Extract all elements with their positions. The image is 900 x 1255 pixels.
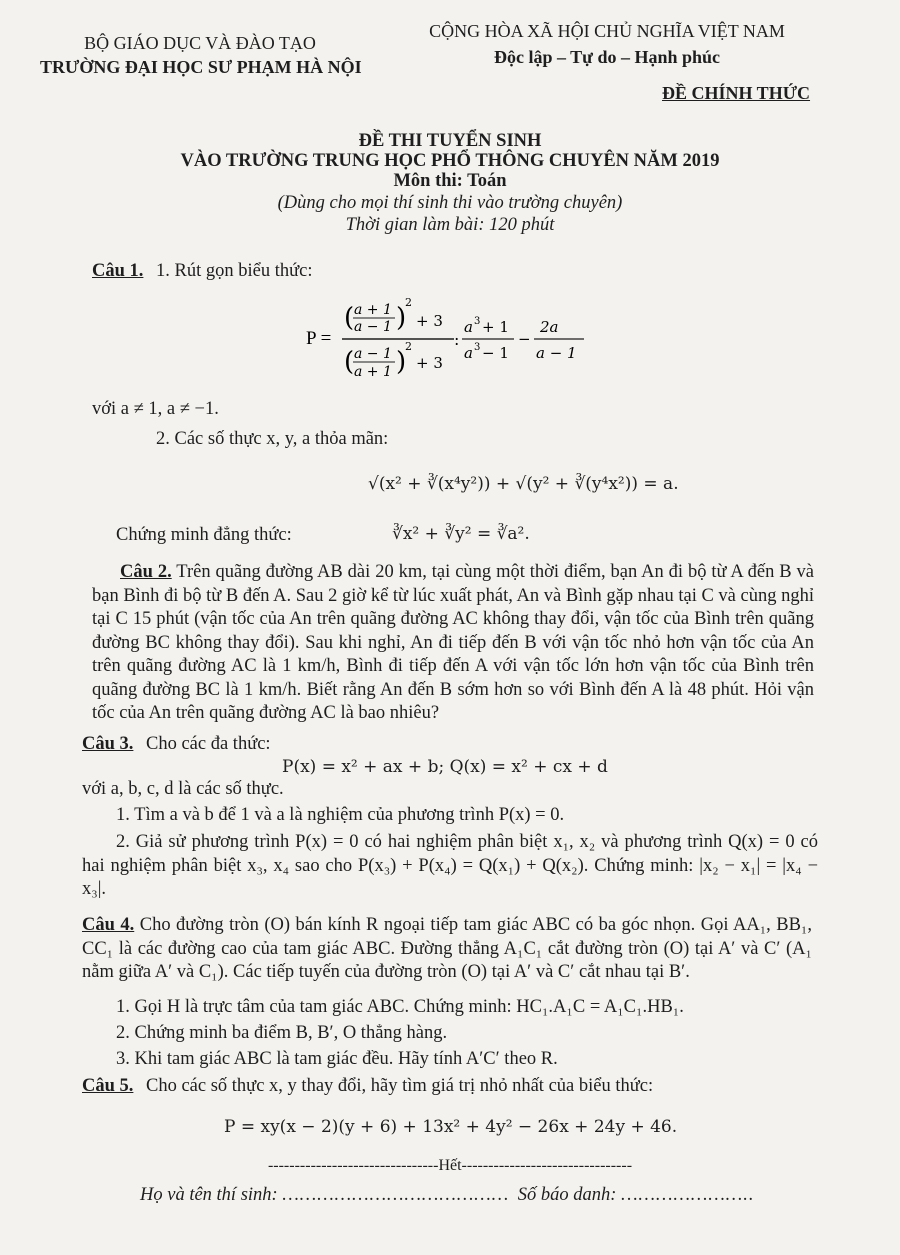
ministry-name: BỘ GIÁO DỤC VÀ ĐÀO TẠO [84, 33, 316, 53]
q1-formula [304, 296, 624, 384]
republic-name: CỘNG HÒA XÃ HỘI CHỦ NGHĨA VIỆT NAM [429, 21, 785, 41]
q4-part3: 3. Khi tam giác ABC là tam giác đều. Hãy tính A′C′ theo R. [116, 1049, 558, 1069]
q1-equation-1: √(x² + ∛(x⁴y²)) + √(y² + ∛(y⁴x²)) = a. [368, 474, 679, 494]
q4-label: Câu 4. [82, 915, 135, 935]
svg-text:a + 1: a + 1 [354, 302, 392, 318]
q4-text [82, 914, 812, 985]
q3-condition: với a, b, c, d là các số thực. [82, 779, 284, 799]
svg-text:2: 2 [405, 296, 412, 309]
svg-text:): ) [396, 347, 407, 377]
end-marker: --------------------------------Hết-------------------------------- [267, 1157, 633, 1174]
svg-text:−: − [518, 330, 531, 348]
svg-text:a − 1: a − 1 [354, 346, 392, 362]
svg-text:P =: P = [306, 328, 332, 349]
q2-text [92, 561, 814, 726]
svg-text:3: 3 [474, 316, 481, 327]
svg-text:− 1: − 1 [482, 344, 509, 362]
q4-part2: 2. Chứng minh ba điểm B, B′, O thẳng hàng. [116, 1023, 448, 1043]
svg-text:3: 3 [474, 342, 481, 353]
svg-text:): ) [396, 303, 407, 333]
q1-prove-label: Chứng minh đẳng thức: [116, 525, 292, 545]
university-name: TRƯỜNG ĐẠI HỌC SƯ PHẠM HÀ NỘI [40, 57, 362, 77]
candidate-number-blank: ………………….. [621, 1185, 755, 1205]
q4-part1: 1. Gọi H là trực tâm của tam giác ABC. Chứng minh: HC₁.A₁C = A₁C₁.HB₁. [116, 997, 684, 1017]
candidate-name-blank: ………………………………… [282, 1185, 510, 1205]
svg-text:a − 1: a − 1 [536, 344, 577, 362]
exam-time: Thời gian làm bài: 120 phút [345, 215, 555, 235]
q1-label: Câu 1. [92, 261, 144, 281]
exam-subtitle: VÀO TRƯỜNG TRUNG HỌC PHỔ THÔNG CHUYÊN NĂM 2019 [180, 151, 720, 171]
q1-part1: 1. Rút gọn biểu thức: [156, 261, 313, 281]
national-motto: Độc lập – Tự do – Hạnh phúc [493, 47, 721, 67]
official-stamp-text: ĐỀ CHÍNH THỨC [662, 83, 811, 103]
q1-equation-2: ∛x² + ∛y² = ∛a². [392, 524, 530, 544]
q3-label: Câu 3. [82, 734, 134, 754]
q3-polynomials: P(x) = x² + ax + b; Q(x) = x² + cx + d [282, 757, 608, 777]
candidate-name-label: Họ và tên thí sinh: [140, 1185, 278, 1205]
candidate-name-row [140, 1186, 755, 1205]
svg-text::: : [454, 330, 460, 349]
q1-part2: 2. Các số thực x, y, a thỏa mãn: [156, 429, 389, 449]
svg-text:+ 1: + 1 [482, 318, 509, 336]
q3-part2: 2. Giả sử phương trình P(x) = 0 có hai nghiệm phân biệt x₁, x₂ và phương trình Q(x) = 0 có hai nghiệm phân biệt x₃, x₄ sao cho P(x₃) + P(x₄) = Q(x₁) + Q(x₂). Chứng minh: |x₂ − x₁| = |x₄ − x₃|. [82, 832, 818, 899]
q5-expression: P = xy(x − 2)(y + 6) + 13x² + 4y² − 26x + 24y + 46. [224, 1117, 678, 1137]
exam-title: ĐỀ THI TUYỂN SINH [358, 131, 542, 151]
q2-label: Câu 2. [120, 562, 172, 582]
svg-text:(: ( [344, 303, 355, 333]
q5-label: Câu 5. [82, 1076, 134, 1096]
svg-text:a − 1: a − 1 [354, 319, 392, 335]
q4-body: Cho đường tròn (O) bán kính R ngoại tiếp tam giác ABC có ba góc nhọn. Gọi AA₁, BB₁, CC₁ là các đường cao của tam giác ABC. Đường thẳng A₁C₁ cắt đường tròn (O) tại A′ và C′ (A₁ nằm giữa A′ và C₁). Các tiếp tuyến của đường tròn (O) tại A′ và C′ cắt nhau tại B′. [82, 915, 812, 982]
q5-text: Cho các số thực x, y thay đổi, hãy tìm giá trị nhỏ nhất của biểu thức: [146, 1076, 654, 1096]
q3-intro: Cho các đa thức: [146, 734, 271, 754]
q1-condition: với a ≠ 1, a ≠ −1. [92, 399, 219, 419]
svg-text:2: 2 [405, 340, 412, 353]
candidate-number-label: Số báo danh: [517, 1185, 617, 1205]
svg-text:(: ( [344, 347, 355, 377]
exam-subject: Môn thi: Toán [393, 171, 507, 191]
svg-text:a + 1: a + 1 [354, 364, 392, 380]
q3-part1: 1. Tìm a và b để 1 và a là nghiệm của phương trình P(x) = 0. [116, 805, 565, 825]
svg-text:+ 3: + 3 [416, 312, 443, 330]
q2-body: Trên quãng đường AB dài 20 km, tại cùng một thời điểm, bạn An đi bộ từ A đến B và bạn Bình đi bộ từ B đến A. Sau 2 giờ kể từ lúc xuất phát, An và Bình gặp nhau tại C và cùng nghỉ tại C 15 phút (vận tốc của An trên quãng đường AC không thay đổi, vận tốc của Bình trên quãng đường BC không thay đổi). Sau khi nghỉ, An đi tiếp đến B với vận tốc nhỏ hơn vận tốc của An trên quãng đường AC là 1 km/h, Bình đi tiếp đến A với vận tốc lớn hơn vận tốc của Bình trên quãng đường BC là 1 km/h. Biết rằng An đến B sớm hơn so với Bình đến A là 48 phút. Hỏi vận tốc của An trên quãng đường AC là bao nhiêu? [92, 562, 815, 723]
exam-note: (Dùng cho mọi thí sinh thi vào trường chuyên) [277, 193, 623, 213]
svg-text:a: a [464, 318, 473, 336]
svg-text:2a: 2a [540, 318, 559, 336]
svg-text:+ 3: + 3 [416, 354, 443, 372]
svg-text:a: a [464, 344, 473, 362]
